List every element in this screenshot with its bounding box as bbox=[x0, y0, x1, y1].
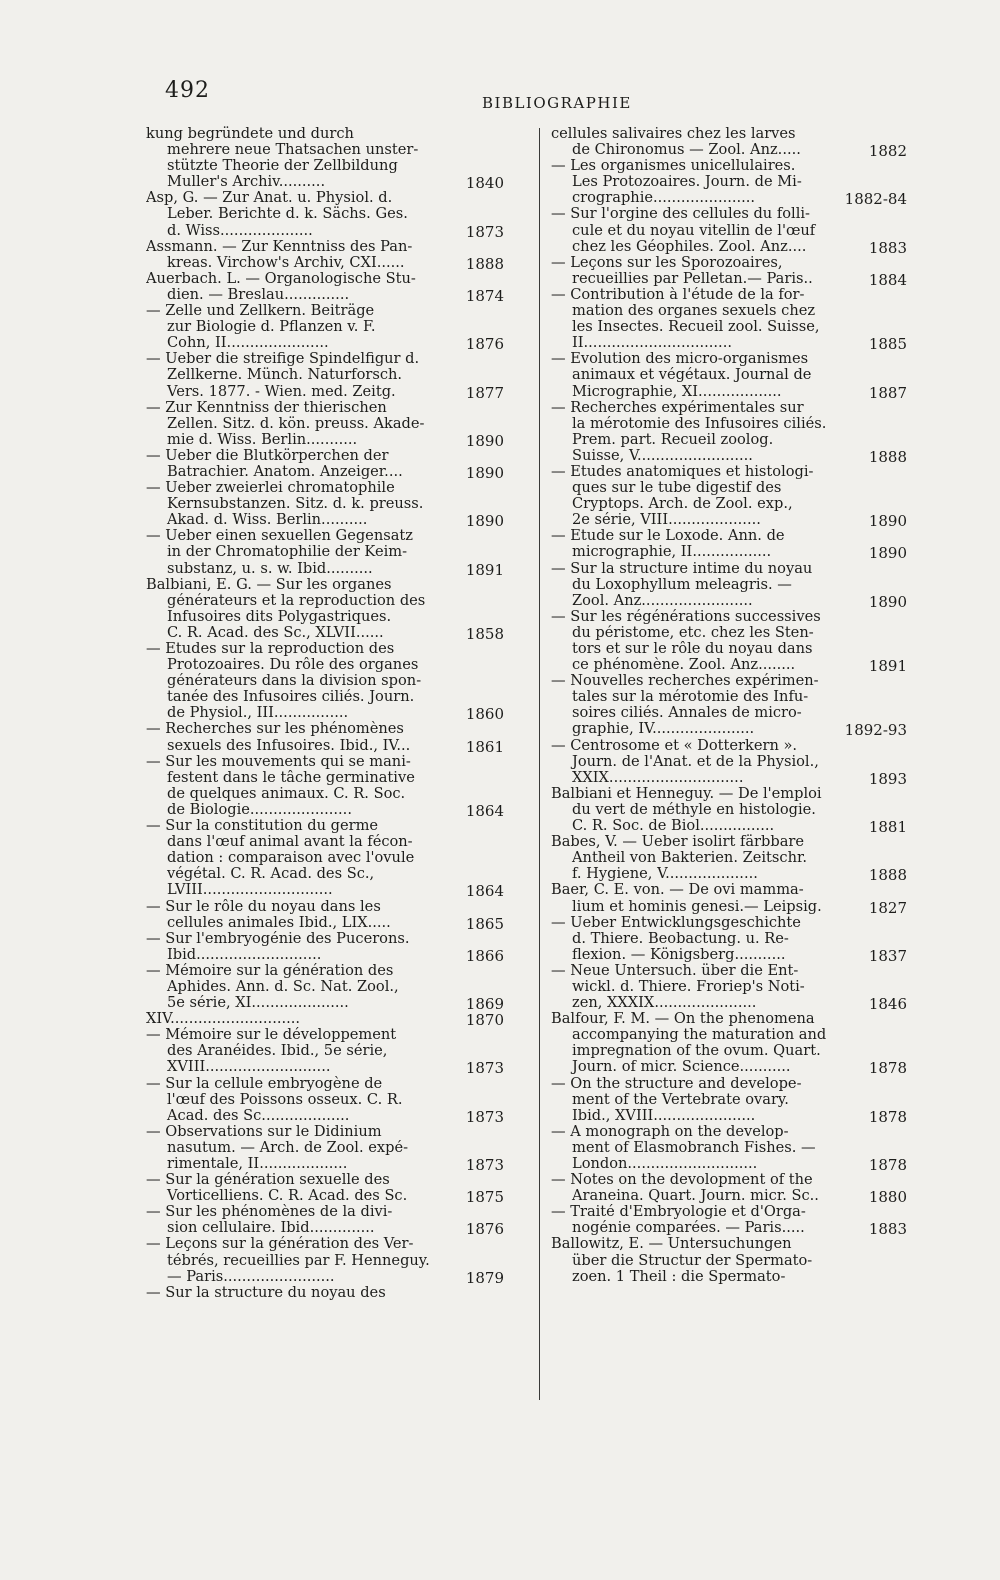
bibliography-entry bbox=[551, 962, 911, 1014]
bibliography-entry bbox=[551, 1204, 911, 1239]
bibliography-entry bbox=[551, 286, 911, 354]
entry-year: 1878 bbox=[868, 1156, 907, 1174]
entry-line: — Contribution à l'étude de la for- bbox=[551, 286, 805, 303]
entry-line: Journ. de l'Anat. et de la Physiol., bbox=[572, 753, 819, 770]
bibliography-entry bbox=[146, 641, 512, 724]
entry-year: 1890 bbox=[868, 592, 907, 611]
entry-year: 1873 bbox=[465, 1156, 504, 1174]
entry-line: — Centrosome et « Dotterkern ». bbox=[551, 737, 798, 754]
entry-year: 1882-84 bbox=[844, 190, 907, 209]
entry-line: zen, XXXIX...................... bbox=[572, 995, 757, 1012]
entry-line: — Ueber zweierlei chromatophile bbox=[146, 480, 395, 497]
entry-line: du Loxophyllum meleagris. — bbox=[572, 576, 792, 593]
entry-line: de quelques animaux. C. R. Soc. bbox=[167, 785, 406, 802]
entry-year: 1876 bbox=[465, 1220, 504, 1239]
entry-line: Assmann. — Zur Kenntniss des Pan- bbox=[146, 238, 413, 255]
entry-line: lium et hominis genesi.— Leipsig. bbox=[572, 898, 822, 915]
entry-year: 1860 bbox=[465, 705, 504, 724]
entry-year: 1865 bbox=[465, 914, 504, 933]
entry-line: über die Structur der Spermato- bbox=[572, 1252, 813, 1269]
entry-line: Auerbach. L. — Organologische Stu- bbox=[146, 270, 416, 287]
entry-line: London............................ bbox=[572, 1156, 758, 1172]
bibliography-entry bbox=[146, 1124, 512, 1172]
entry-line: dien. — Breslau.............. bbox=[167, 286, 350, 303]
entry-line: — Neue Untersuch. über die Ent- bbox=[551, 962, 799, 979]
entry-line: C. R. Acad. des Sc., XLVII...... bbox=[167, 624, 384, 641]
entry-line: — On the structure and develope- bbox=[551, 1075, 802, 1092]
entry-year: 1883 bbox=[868, 1220, 907, 1239]
left-column bbox=[146, 126, 512, 1301]
entry-line: Muller's Archiv.......... bbox=[167, 174, 326, 191]
bibliography-entry bbox=[146, 1027, 512, 1078]
entry-line: de Chironomus — Zool. Anz..... bbox=[572, 142, 801, 159]
entry-line: chez les Géophiles. Zool. Anz.... bbox=[572, 238, 807, 255]
entry-line: Zool. Anz........................ bbox=[572, 592, 753, 609]
entry-year: 1875 bbox=[465, 1188, 504, 1207]
bibliography-entry bbox=[146, 400, 512, 448]
bibliography-entry bbox=[146, 818, 512, 901]
bibliography-entry bbox=[551, 1011, 911, 1078]
bibliography-entry bbox=[551, 915, 911, 963]
entry-line: — Sur l'orgine des cellules du folli- bbox=[551, 206, 810, 223]
entry-line: — Ueber die streifige Spindelfigur d. bbox=[146, 351, 420, 368]
entry-line: accompanying the maturation and bbox=[572, 1027, 827, 1044]
entry-line: dans l'œuf animal avant la fécon- bbox=[167, 834, 413, 851]
bibliography-entry bbox=[146, 239, 512, 271]
entry-line: — Ueber Entwicklungsgeschichte bbox=[551, 914, 801, 931]
entry-line: — Mémoire sur le développement bbox=[146, 1027, 397, 1044]
entry-line: Micrographie, XI.................. bbox=[572, 383, 782, 400]
entry-line: Vorticelliens. C. R. Acad. des Sc. bbox=[167, 1188, 408, 1205]
bibliography-entry bbox=[146, 1285, 512, 1301]
entry-line: Baer, C. E. von. — De ovi mamma- bbox=[551, 882, 804, 899]
entry-line: Cryptops. Arch. de Zool. exp., bbox=[572, 496, 793, 513]
entry-year: 1891 bbox=[868, 657, 907, 676]
entry-year: 1873 bbox=[465, 222, 504, 241]
entry-line: flexion. — Königsberg........... bbox=[572, 946, 786, 963]
entry-year: 1878 bbox=[868, 1107, 907, 1126]
entry-line: Les Protozoaires. Journ. de Mi- bbox=[572, 174, 802, 191]
bibliography-entry bbox=[146, 448, 512, 480]
entry-line: — Etudes anatomiques et histologi- bbox=[551, 463, 814, 480]
entry-line: substanz, u. s. w. Ibid.......... bbox=[167, 560, 373, 577]
entry-year: 1879 bbox=[465, 1268, 504, 1287]
entry-line: Zellen. Sitz. d. kön. preuss. Akade- bbox=[167, 415, 425, 432]
entry-year: 1877 bbox=[465, 383, 504, 402]
entry-line: XIV............................ bbox=[146, 1011, 301, 1028]
entry-line: Acad. des Sc................... bbox=[167, 1107, 350, 1124]
entry-line: zur Biologie d. Pflanzen v. F. bbox=[167, 319, 376, 336]
entry-line: 5e série, XI..................... bbox=[167, 995, 349, 1012]
entry-line: tébrés, recueillies par F. Henneguy. bbox=[167, 1252, 430, 1269]
entry-line: tales sur la mérotomie des Infu- bbox=[572, 689, 809, 706]
entry-line: du vert de méthyle en histologie. bbox=[572, 801, 816, 818]
entry-line: mehrere neue Thatsachen unster- bbox=[167, 142, 419, 159]
bibliography-entry bbox=[551, 834, 911, 885]
entry-line: — Recherches sur les phénomènes bbox=[146, 721, 404, 738]
entry-line: — A monograph on the develop- bbox=[551, 1123, 789, 1140]
bibliography-entry bbox=[146, 577, 512, 641]
bibliography-entry bbox=[146, 754, 512, 818]
bibliography-entry bbox=[551, 785, 911, 837]
entry-line: — Sur l'embryogénie des Pucerons. bbox=[146, 930, 410, 947]
bibliography-entry bbox=[551, 255, 911, 287]
bibliography-entry bbox=[551, 738, 911, 786]
bibliography-entry bbox=[551, 206, 911, 257]
entry-line: — Zur Kenntniss der thierischen bbox=[146, 399, 387, 416]
entry-line: crographie...................... bbox=[572, 190, 756, 207]
entry-line: XVIII........................... bbox=[167, 1059, 331, 1076]
entry-line: LVIII............................ bbox=[167, 882, 333, 899]
entry-line: — Traité d'Embryologie et d'Orga- bbox=[551, 1204, 806, 1221]
entry-line: — Les organismes unicellulaires. bbox=[551, 158, 796, 175]
entry-line: kung begründete und durch bbox=[146, 126, 354, 142]
entry-line: — Mémoire sur la génération des bbox=[146, 962, 394, 979]
entry-line: — Evolution des micro-organismes bbox=[551, 351, 809, 368]
bibliography-entry bbox=[551, 608, 911, 676]
entry-line: festent dans le tâche germinative bbox=[167, 769, 415, 786]
entry-line: nasutum. — Arch. de Zool. expé- bbox=[167, 1139, 409, 1156]
entry-line: générateurs et la reproduction des bbox=[167, 592, 426, 609]
entry-line: la mérotomie des Infusoires ciliés. bbox=[572, 415, 827, 432]
entry-year: 1878 bbox=[868, 1059, 907, 1078]
entry-line: sion cellulaire. Ibid.............. bbox=[167, 1220, 375, 1237]
entry-line: Araneina. Quart. Journ. micr. Sc.. bbox=[572, 1188, 819, 1205]
entry-line: végétal. C. R. Acad. des Sc., bbox=[167, 866, 375, 883]
entry-line: — Etudes sur la reproduction des bbox=[146, 641, 395, 657]
entry-year: 1873 bbox=[465, 1059, 504, 1078]
entry-line: Infusoires dits Polygastriques. bbox=[167, 608, 392, 625]
entry-year: 1840 bbox=[465, 174, 504, 193]
entry-line: Ballowitz, E. — Untersuchungen bbox=[551, 1236, 792, 1253]
entry-year: 1869 bbox=[465, 995, 504, 1014]
entry-line: Kernsubstanzen. Sitz. d. k. preuss. bbox=[167, 496, 424, 513]
running-head: BIBLIOGRAPHIE bbox=[482, 94, 632, 112]
bibliography-entry bbox=[551, 1236, 911, 1284]
entry-line: Cohn, II...................... bbox=[167, 335, 329, 352]
bibliography-entry bbox=[551, 528, 911, 563]
entry-line: tanée des Infusoires ciliés. Journ. bbox=[167, 689, 415, 706]
entry-year: 1885 bbox=[868, 335, 907, 354]
bibliography-entry bbox=[146, 528, 512, 579]
entry-year: 1890 bbox=[465, 431, 504, 450]
bibliography-entry bbox=[146, 962, 512, 1014]
bibliography-entry bbox=[146, 1172, 512, 1207]
entry-line: — Notes on the devolopment of the bbox=[551, 1172, 813, 1189]
bibliography-entry bbox=[146, 351, 512, 402]
entry-line: Suisse, V......................... bbox=[572, 447, 753, 464]
bibliography-entry bbox=[146, 721, 512, 756]
entry-line: d. Wiss.................... bbox=[167, 222, 313, 239]
entry-line: Asp, G. — Zur Anat. u. Physiol. d. bbox=[146, 190, 393, 207]
entry-line: ment of the Vertebrate ovary. bbox=[572, 1091, 789, 1108]
entry-line: — Sur la structure du noyau des bbox=[146, 1284, 386, 1301]
entry-line: cellules salivaires chez les larves bbox=[551, 126, 796, 142]
entry-line: — Zelle und Zellkern. Beiträge bbox=[146, 303, 375, 320]
bibliography-entry bbox=[551, 1124, 911, 1172]
bibliography-entry bbox=[146, 126, 512, 193]
page-number: 492 bbox=[165, 78, 210, 103]
entry-line: dation : comparaison avec l'ovule bbox=[167, 850, 415, 867]
entry-line: soires ciliés. Annales de micro- bbox=[572, 705, 802, 722]
entry-line: nogénie comparées. — Paris..... bbox=[572, 1220, 805, 1237]
entry-line: graphie, IV...................... bbox=[572, 721, 755, 738]
bibliography-entry bbox=[146, 931, 512, 963]
bibliography-entry bbox=[551, 561, 911, 609]
entry-line: Aphides. Ann. d. Sc. Nat. Zool., bbox=[167, 978, 399, 995]
entry-line: wickl. d. Thiere. Froriep's Noti- bbox=[572, 978, 805, 995]
entry-line: l'œuf des Poissons osseux. C. R. bbox=[167, 1091, 403, 1108]
entry-line: Batrachier. Anatom. Anzeiger.... bbox=[167, 463, 403, 480]
entry-line: — Sur les régénérations successives bbox=[551, 608, 821, 625]
entry-line: — Leçons sur les Sporozoaires, bbox=[551, 254, 783, 271]
entry-line: sexuels des Infusoires. Ibid., IV... bbox=[167, 737, 411, 754]
bibliography-entry bbox=[146, 303, 512, 354]
entry-line: ques sur le tube digestif des bbox=[572, 480, 782, 497]
entry-line: — Sur le rôle du noyau dans les bbox=[146, 898, 381, 915]
entry-year: 1888 bbox=[465, 254, 504, 273]
entry-year: 1882 bbox=[868, 142, 907, 161]
bibliography-entry bbox=[551, 1172, 911, 1207]
entry-line: Ibid., XVIII...................... bbox=[572, 1107, 756, 1124]
entry-line: — Ueber die Blutkörperchen der bbox=[146, 447, 389, 464]
entry-line: — Sur les mouvements qui se mani- bbox=[146, 753, 411, 770]
entry-year: 1884 bbox=[868, 270, 907, 289]
entry-year: 1870 bbox=[465, 1011, 504, 1030]
entry-line: de Physiol., III................ bbox=[167, 705, 349, 722]
entry-line: — Paris........................ bbox=[167, 1268, 335, 1285]
entry-line: les Insectes. Recueil zool. Suisse, bbox=[572, 319, 820, 336]
bibliography-entry bbox=[146, 1204, 512, 1239]
entry-year: 1861 bbox=[465, 737, 504, 756]
entry-year: 1876 bbox=[465, 335, 504, 354]
entry-line: — Leçons sur la génération des Ver- bbox=[146, 1236, 414, 1253]
entry-year: 1891 bbox=[465, 560, 504, 579]
bibliography-entry bbox=[551, 158, 911, 209]
bibliography-entry bbox=[146, 1076, 512, 1124]
entry-line: du péristome, etc. chez les Sten- bbox=[572, 624, 814, 641]
entry-line: cule et du noyau vitellin de l'œuf bbox=[572, 222, 816, 239]
entry-year: 1888 bbox=[868, 866, 907, 885]
entry-line: d. Thiere. Beobactung. u. Re- bbox=[572, 930, 789, 947]
entry-line: Akad. d. Wiss. Berlin.......... bbox=[167, 512, 368, 529]
entry-year: 1866 bbox=[465, 946, 504, 965]
entry-line: Leber. Berichte d. k. Sächs. Ges. bbox=[167, 206, 408, 223]
entry-year: 1881 bbox=[868, 818, 907, 837]
entry-year: 1890 bbox=[465, 463, 504, 482]
entry-line: — Sur la structure intime du noyau bbox=[551, 560, 813, 577]
entry-line: recueillies par Pelletan.— Paris.. bbox=[572, 270, 813, 287]
entry-line: rimentale, II................... bbox=[167, 1156, 348, 1172]
right-column bbox=[551, 126, 911, 1285]
entry-line: mation des organes sexuels chez bbox=[572, 303, 816, 320]
entry-line: — Recherches expérimentales sur bbox=[551, 399, 804, 416]
bibliography-entry bbox=[146, 1236, 512, 1287]
entry-line: tors et sur le rôle du noyau dans bbox=[572, 641, 813, 657]
bibliography-entry bbox=[551, 126, 911, 161]
bibliography-entry bbox=[146, 480, 512, 531]
entry-year: 1890 bbox=[868, 544, 907, 563]
entry-line: zoen. 1 Theil : die Spermato- bbox=[572, 1268, 786, 1285]
entry-year: 1893 bbox=[868, 769, 907, 788]
entry-line: stützte Theorie der Zellbildung bbox=[167, 158, 398, 175]
column-rule bbox=[539, 128, 540, 1400]
bibliography-entry bbox=[146, 190, 512, 241]
entry-line: XXIX............................. bbox=[572, 769, 744, 786]
entry-year: 1864 bbox=[465, 801, 504, 820]
entry-line: animaux et végétaux. Journal de bbox=[572, 367, 812, 384]
entry-line: — Observations sur le Didinium bbox=[146, 1123, 382, 1140]
bibliography-entry bbox=[146, 271, 512, 303]
entry-line: des Aranéides. Ibid., 5e série, bbox=[167, 1043, 388, 1060]
entry-line: Journ. of micr. Science........... bbox=[572, 1059, 791, 1076]
entry-year: 1827 bbox=[868, 898, 907, 917]
entry-year: 1846 bbox=[868, 995, 907, 1014]
entry-line: II................................ bbox=[572, 335, 732, 352]
bibliography-entry bbox=[551, 400, 911, 464]
bibliography-entry bbox=[551, 882, 911, 917]
bibliography-entry bbox=[551, 463, 911, 531]
entry-line: ment of Elasmobranch Fishes. — bbox=[572, 1139, 816, 1156]
bibliography-entry bbox=[551, 673, 911, 740]
entry-year: 1890 bbox=[465, 512, 504, 531]
entry-line: Balbiani, E. G. — Sur les organes bbox=[146, 576, 392, 593]
entry-line: ce phénomène. Zool. Anz........ bbox=[572, 657, 796, 674]
entry-year: 1837 bbox=[868, 946, 907, 965]
entry-line: Protozoaires. Du rôle des organes bbox=[167, 657, 419, 674]
entry-line: de Biologie...................... bbox=[167, 801, 352, 818]
entry-line: — Nouvelles recherches expérimen- bbox=[551, 673, 819, 690]
entry-line: Zellkerne. Münch. Naturforsch. bbox=[167, 367, 403, 384]
entry-year: 1888 bbox=[868, 447, 907, 466]
entry-year: 1864 bbox=[465, 882, 504, 901]
entry-line: Vers. 1877. - Wien. med. Zeitg. bbox=[167, 383, 396, 400]
entry-year: 1873 bbox=[465, 1107, 504, 1126]
entry-line: cellules animales Ibid., LIX..... bbox=[167, 914, 391, 931]
entry-year: 1858 bbox=[465, 624, 504, 643]
entry-line: — Sur la constitution du germe bbox=[146, 818, 379, 835]
entry-year: 1874 bbox=[465, 286, 504, 305]
entry-line: Babes, V. — Ueber isolirt färbbare bbox=[551, 834, 805, 851]
entry-line: mie d. Wiss. Berlin........... bbox=[167, 431, 358, 448]
bibliography-entry bbox=[146, 1011, 512, 1030]
entry-line: micrographie, II................. bbox=[572, 544, 772, 561]
entry-year: 1892-93 bbox=[844, 721, 907, 740]
entry-year: 1883 bbox=[868, 238, 907, 257]
entry-line: kreas. Virchow's Archiv, CXI...... bbox=[167, 254, 405, 271]
entry-line: f. Hygiene, V.................... bbox=[572, 866, 758, 883]
bibliography-entry bbox=[551, 351, 911, 402]
entry-line: C. R. Soc. de Biol................ bbox=[572, 818, 775, 835]
entry-year: 1880 bbox=[868, 1188, 907, 1207]
entry-line: Ibid........................... bbox=[167, 946, 322, 963]
entry-line: générateurs dans la division spon- bbox=[167, 673, 422, 690]
entry-line: Prem. part. Recueil zoolog. bbox=[572, 431, 774, 448]
entry-line: — Sur la génération sexuelle des bbox=[146, 1172, 390, 1189]
entry-line: — Etude sur le Loxode. Ann. de bbox=[551, 528, 785, 545]
entry-line: in der Chromatophilie der Keim- bbox=[167, 544, 408, 561]
entry-year: 1890 bbox=[868, 512, 907, 531]
entry-year: 1887 bbox=[868, 383, 907, 402]
entry-line: impregnation of the ovum. Quart. bbox=[572, 1043, 821, 1060]
entry-line: — Sur les phénomènes de la divi- bbox=[146, 1204, 393, 1221]
bibliography-entry bbox=[146, 899, 512, 931]
entry-line: — Ueber einen sexuellen Gegensatz bbox=[146, 528, 413, 545]
entry-line: Balbiani et Henneguy. — De l'emploi bbox=[551, 785, 822, 802]
entry-line: — Sur la cellule embryogène de bbox=[146, 1075, 383, 1092]
entry-line: 2e série, VIII.................... bbox=[572, 512, 761, 529]
entry-line: Balfour, F. M. — On the phenomena bbox=[551, 1011, 815, 1028]
entry-line: Antheil von Bakterien. Zeitschr. bbox=[572, 850, 807, 867]
bibliography-entry bbox=[551, 1076, 911, 1124]
